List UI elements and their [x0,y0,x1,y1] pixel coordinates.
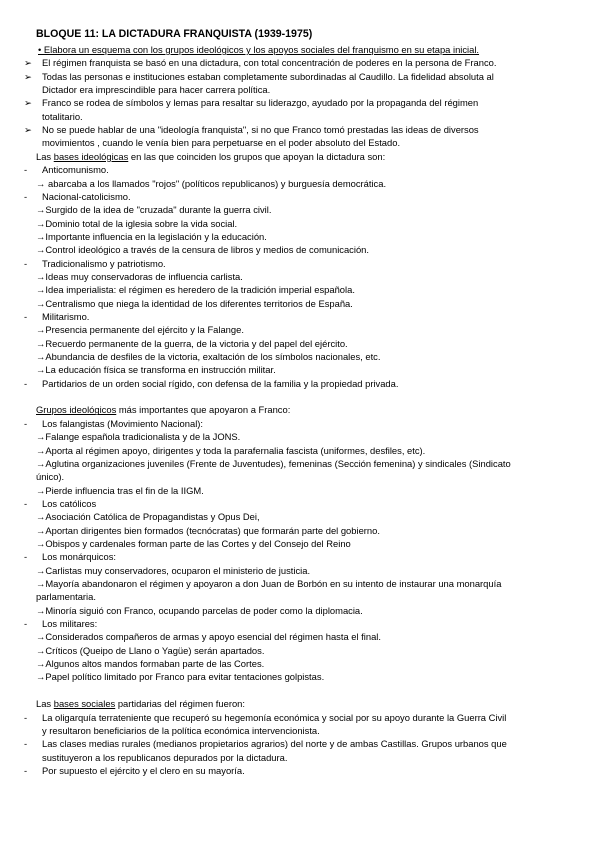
task-instruction: • Elabora un esquema con los grupos ideológicos y los apoyos sociales del franquismo en su etapa inicial. [38,44,480,55]
heading-text: Las [36,698,54,710]
ideology-item: Tradicionalismo y patriotismo. [42,257,166,269]
group-detail: →Considerados compañeros de armas y apoyo esencial del régimen hasta el final. [36,631,381,643]
intro-line: movimientos , cuando le venía bien para perpetuarse en el poder absoluto del Estado. [42,137,401,149]
group-item: Los militares: [42,618,98,630]
intro-line: totalitario. [42,110,83,122]
ideology-detail: →Presencia permanente del ejército y la Falange. [36,324,244,336]
underlined-term: Grupos ideológicos [36,404,117,416]
ideology-item: Militarismo. [42,311,90,322]
dash-bullet-icon: - [24,377,28,389]
dash-bullet-icon: - [24,257,28,269]
intro-line: Franco se rodea de símbolos y lemas para resaltar su liderazgo, ayudado por la propaganda del régimen [42,97,479,109]
group-item: Los falangistas (Movimiento Nacional): [42,417,204,429]
group-detail: →Aglutina organizaciones juveniles (Frente de Juventudes), femeninas (Sección femenina) y sindicales (Sindicato [36,457,511,469]
ideology-detail: →Centralismo que niega la identidad de los diferentes territorios de España. [36,297,353,309]
group-detail: →Algunos altos mandos formaban parte de las Cortes. [36,658,265,670]
group-detail: →Aportan dirigentes bien formados (tecnócratas) que formarán parte del gobierno. [36,524,380,536]
group-detail: →Aporta al régimen apoyo, dirigentes y toda la parafernalia fascista (uniformes, desfiles, etc). [36,444,426,456]
group-detail: →Críticos (Queipo de Llano o Yagüe) serán apartados. [36,644,265,656]
ideology-item: Partidarios de un orden social rígido, con defensa de la familia y la propiedad privada. [42,377,399,389]
ideology-item: Anticomunismo. [42,164,109,176]
ideology-item: Nacional-catolicismo. [42,190,131,202]
intro-line: El régimen franquista se basó en una dictadura, con total concentración de poderes en la persona de Franco. [42,57,497,69]
ideology-detail: →Surgido de la idea de "cruzada" durante la guerra civil. [36,204,272,216]
intro-line: Todas las personas e instituciones estaban completamente subordinadas al Caudillo. La fidelidad absoluta al [42,70,494,82]
dash-bullet-icon: - [24,311,28,322]
group-detail: →Falange española tradicionalista y de la JONS. [36,431,241,443]
group-item: Los católicos [42,497,97,509]
section-heading-bases-sociales [36,698,245,710]
social-base-line: Por supuesto el ejército y el clero en su mayoría. [42,764,245,776]
intro-line: No se puede hablar de una "ideología franquista", si no que Franco tomó prestadas las ideas de diversos [42,124,479,136]
group-detail: →Carlistas muy conservadores, ocuparon el ministerio de justicia. [36,564,311,576]
dash-bullet-icon: - [24,417,28,429]
intro-line: Dictador era imprescindible para hacer carrera política. [42,84,271,96]
arrow-bullet-icon: ➢ [24,124,32,136]
social-base-line: sustituyeron a los republicanos depurados por la dictadura. [42,751,288,763]
section-heading-bases-ideologicas [36,151,385,163]
arrow-bullet-icon: ➢ [24,57,32,69]
dash-bullet-icon: - [24,738,28,750]
ideology-detail: →La educación física se transforma en instrucción militar. [36,364,276,376]
arrow-bullet-icon: ➢ [24,97,32,109]
dash-bullet-icon: - [24,764,28,776]
ideology-detail: →Idea imperialista: el régimen es heredero de la tradición imperial española. [36,284,355,296]
section-heading-grupos-ideologicos [36,404,290,416]
arrow-bullet-icon: ➢ [24,70,32,82]
ideology-detail: →Control ideológico a través de la censura de libros y medios de comunicación. [36,244,369,256]
heading-text: más importantes que apoyaron a Franco: [116,404,291,416]
group-detail: parlamentaria. [36,591,96,603]
social-base-line: y resultaron beneficiarios de la política económica intervencionista. [42,724,320,736]
ideology-detail: →Recuerdo permanente de la guerra, de la victoria y del papel del ejército. [36,337,348,349]
ideology-detail: →Dominio total de la iglesia sobre la vida social. [36,217,238,229]
heading-text: Las [36,150,54,162]
group-detail: →Obispos y cardenales forman parte de las Cortes y del Consejo del Reino [36,537,351,549]
dash-bullet-icon: - [24,497,28,509]
underlined-term: bases sociales [53,698,116,710]
dash-bullet-icon: - [24,711,28,723]
document-title: BLOQUE 11: LA DICTADURA FRANQUISTA (1939-1975) [36,28,313,40]
group-detail: único). [36,471,65,483]
heading-text: partidarias del régimen fueron: [115,698,245,710]
group-detail: →Papel político limitado por Franco para evitar tentaciones golpistas. [36,671,325,683]
group-detail: →Asociación Católica de Propagandistas y Opus Dei, [36,511,260,523]
social-base-line: Las clases medias rurales (medianos propietarios agrarios) del norte y de ambas Castillas. Grupos urbanos que [42,738,507,750]
ideology-detail: → abarcaba a los llamados "rojos" (políticos republicanos) y burguesía democrática. [36,177,387,189]
dash-bullet-icon: - [24,164,28,176]
social-base-line: La oligarquía terrateniente que recuperó su hegemonía económica y social por su apoyo durante la Guerra Civil [42,711,507,723]
ideology-detail: →Ideas muy conservadoras de influencia carlista. [36,270,243,282]
ideology-detail: →Abundancia de desfiles de la victoria, exaltación de los símbolos nacionales, etc. [36,351,381,363]
group-item: Los monárquicos: [42,551,116,563]
group-detail: →Mayoría abandonaron el régimen y apoyaron a don Juan de Borbón en su intento de instaurar una monarquía [36,578,502,589]
dash-bullet-icon: - [24,618,28,630]
ideology-detail: →Importante influencia en la legislación y la educación. [36,230,267,242]
dash-bullet-icon: - [24,190,28,202]
heading-text: en las que coinciden los grupos que apoyan la dictadura son: [128,150,386,162]
group-detail: →Minoría siguió con Franco, ocupando parcelas de poder como la diplomacia. [36,604,363,616]
group-detail: →Pierde influencia tras el fin de la IIGM. [36,484,204,496]
dash-bullet-icon: - [24,551,28,563]
underlined-term: bases ideológicas [53,150,129,162]
